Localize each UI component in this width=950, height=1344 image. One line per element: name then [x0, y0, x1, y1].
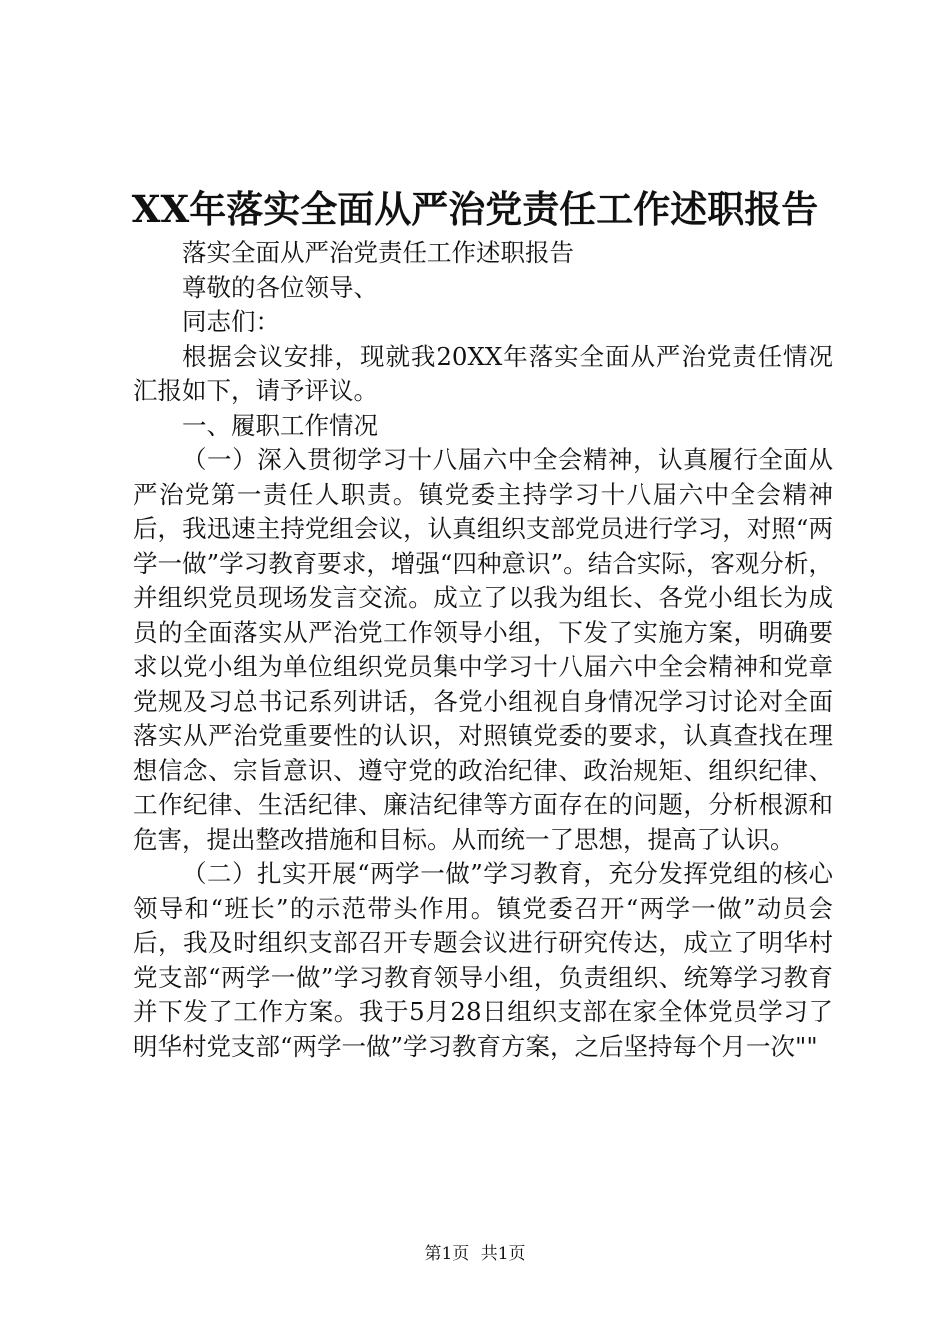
salutation-line-1: 尊敬的各位领导、 — [182, 272, 378, 302]
salutation-line-2: 同志们： — [182, 307, 280, 336]
section-heading: 一、履职工作情况 — [182, 410, 378, 440]
subtitle-paragraph: 落实全面从严治党责任工作述职报告 — [182, 238, 574, 267]
page-footer — [0, 1243, 950, 1265]
body-paragraph-2: （二）扎实开展“两学一做”学习教育，充分发挥党组的核心领导和“班长”的示范带头作用。镇党委召开“两学一做”动员会后，我及时组织支部召开专题会议进行研究传达，成立了明华村党支部“两学一做”学习教育领导小组，负责组织、统筹学习教育并下发了工作方案。我于5月28日组织支部在家全体党员学习了明华村党支部“两学一做”学习教育方案，之后坚持每个月一次"" — [133, 859, 833, 1061]
page-number: 第1页 — [424, 1244, 470, 1264]
document-title: XX年落实全面从严治党责任工作述职报告 — [131, 187, 819, 231]
document-body — [133, 236, 833, 1064]
page-total: 共1页 — [480, 1244, 526, 1264]
body-paragraph-1: （一）深入贯彻学习十八届六中全会精神，认真履行全面从严治党第一责任人职责。镇党委主持学习十八届六中全会精神后，我迅速主持党组会议，认真组织支部党员进行学习，对照“两学一做”学习教育要求，增强“四种意识”。结合实际，客观分析，并组织党员现场发言交流。成立了以我为组长、各党小组长为成员的全面落实从严治党工作领导小组，下发了实施方案，明确要求以党小组为单位组织党员集中学习十八届六中全会精神和党章党规及习总书记系列讲话，各党小组视自身情况学习讨论对全面落实从严治党重要性的认识，对照镇党委的要求，认真查找在理想信念、宗旨意识、遵守党的政治纪律、政治规矩、组织纪律、工作纪律、生活纪律、廉洁纪律等方面存在的问题，分析根源和危害，提出整改措施和目标。从而统一了思想，提高了认识。 — [133, 445, 833, 854]
intro-paragraph: 根据会议安排，现就我20XX年落实全面从严治党责任情况汇报如下，请予评议。 — [133, 341, 833, 405]
